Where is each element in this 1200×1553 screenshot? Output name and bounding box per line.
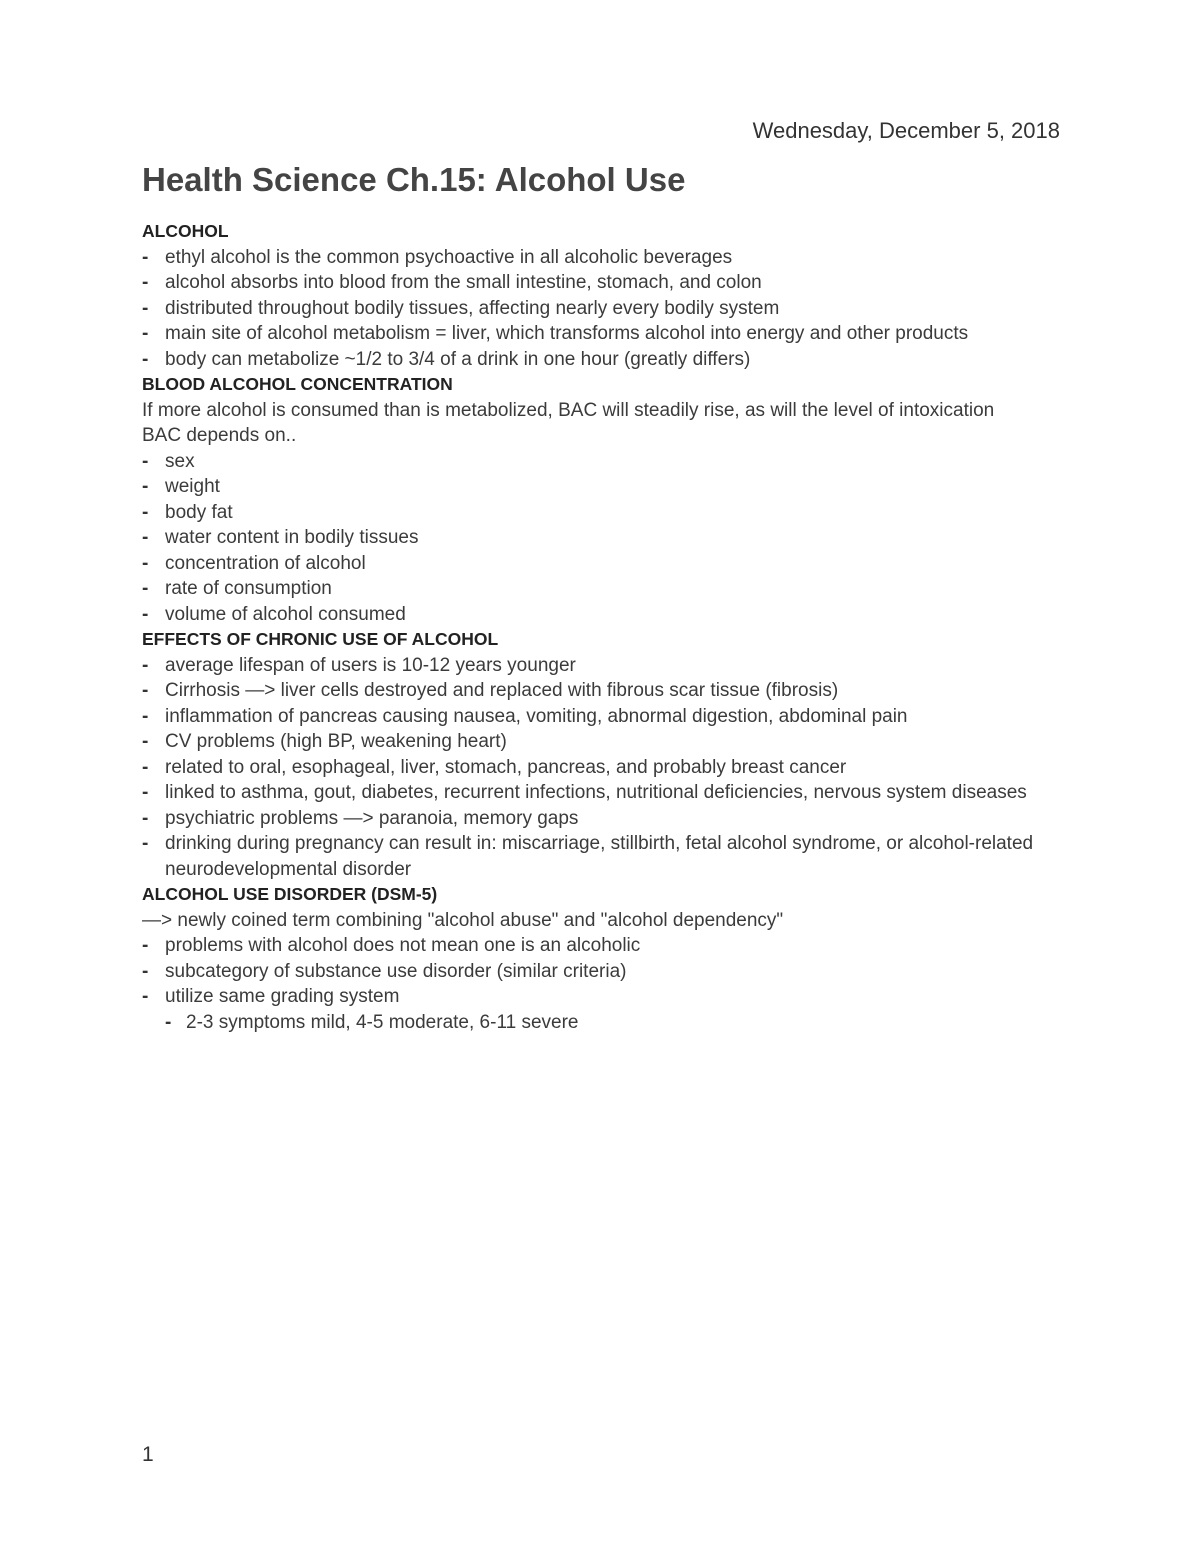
list-item: - distributed throughout bodily tissues, affecting nearly every bodily system (142, 296, 1072, 322)
section-heading-aud: ALCOHOL USE DISORDER (DSM-5) (142, 884, 438, 904)
list-item: - concentration of alcohol (142, 551, 1072, 577)
list-item: - main site of alcohol metabolism = liver, which transforms alcohol into energy and other products (142, 321, 1072, 347)
list-item: - weight (142, 474, 1072, 500)
list-item: - volume of alcohol consumed (142, 602, 1072, 628)
list-item: - sex (142, 449, 1072, 475)
list-item: - related to oral, esophageal, liver, stomach, pancreas, and probably breast cancer (142, 755, 1072, 781)
document-title: Health Science Ch.15: Alcohol Use (142, 161, 686, 198)
list-item-label: utilize same grading system (165, 986, 400, 1007)
bac-paragraph: If more alcohol is consumed than is metabolized, BAC will steadily rise, as will the level of intoxication (142, 399, 995, 421)
section-heading-bac: BLOOD ALCOHOL CONCENTRATION (142, 374, 453, 394)
list-item: - alcohol absorbs into blood from the small intestine, stomach, and colon (142, 270, 1072, 296)
list-item: - inflammation of pancreas causing nausea, vomiting, abnormal digestion, abdominal pain (142, 704, 1072, 730)
list-item: - subcategory of substance use disorder (similar criteria) (142, 959, 1072, 985)
document-body (142, 219, 1072, 1035)
chronic-effects-list (142, 653, 1072, 883)
list-item: - rate of consumption (142, 576, 1072, 602)
list-item: - problems with alcohol does not mean one is an alcoholic (142, 933, 1072, 959)
list-item: - body fat (142, 500, 1072, 526)
bac-depends-paragraph: BAC depends on.. (142, 425, 297, 446)
sublist-item: - 2-3 symptoms mild, 4-5 moderate, 6-11 severe (165, 1010, 1072, 1036)
section-heading-alcohol: ALCOHOL (142, 221, 229, 241)
list-item: - water content in bodily tissues (142, 525, 1072, 551)
list-item: - ethyl alcohol is the common psychoactive in all alcoholic beverages (142, 245, 1072, 271)
page-number: 1 (142, 1443, 154, 1466)
list-item: - linked to asthma, gout, diabetes, recurrent infections, nutritional deficiencies, nervous system diseases (142, 780, 1072, 806)
list-item (142, 984, 1072, 1035)
document-date: Wednesday, December 5, 2018 (752, 118, 1060, 143)
list-item: - body can metabolize ~1/2 to 3/4 of a drink in one hour (greatly differs) (142, 347, 1072, 373)
list-item: - average lifespan of users is 10-12 years younger (142, 653, 1072, 679)
list-item: - drinking during pregnancy can result in: miscarriage, stillbirth, fetal alcohol syndrome, or alcohol-related neurodevelopmental disorder (142, 831, 1072, 882)
aud-sublist (165, 1010, 1072, 1036)
bac-factors-list (142, 449, 1072, 628)
aud-list (142, 933, 1072, 1035)
list-item: - Cirrhosis —> liver cells destroyed and replaced with fibrous scar tissue (fibrosis) (142, 678, 1072, 704)
list-item: - psychiatric problems —> paranoia, memory gaps (142, 806, 1072, 832)
list-item: - CV problems (high BP, weakening heart) (142, 729, 1072, 755)
section-heading-chronic-effects: EFFECTS OF CHRONIC USE OF ALCOHOL (142, 629, 499, 649)
aud-paragraph: —> newly coined term combining "alcohol abuse" and "alcohol dependency" (142, 909, 784, 931)
alcohol-list (142, 245, 1072, 373)
